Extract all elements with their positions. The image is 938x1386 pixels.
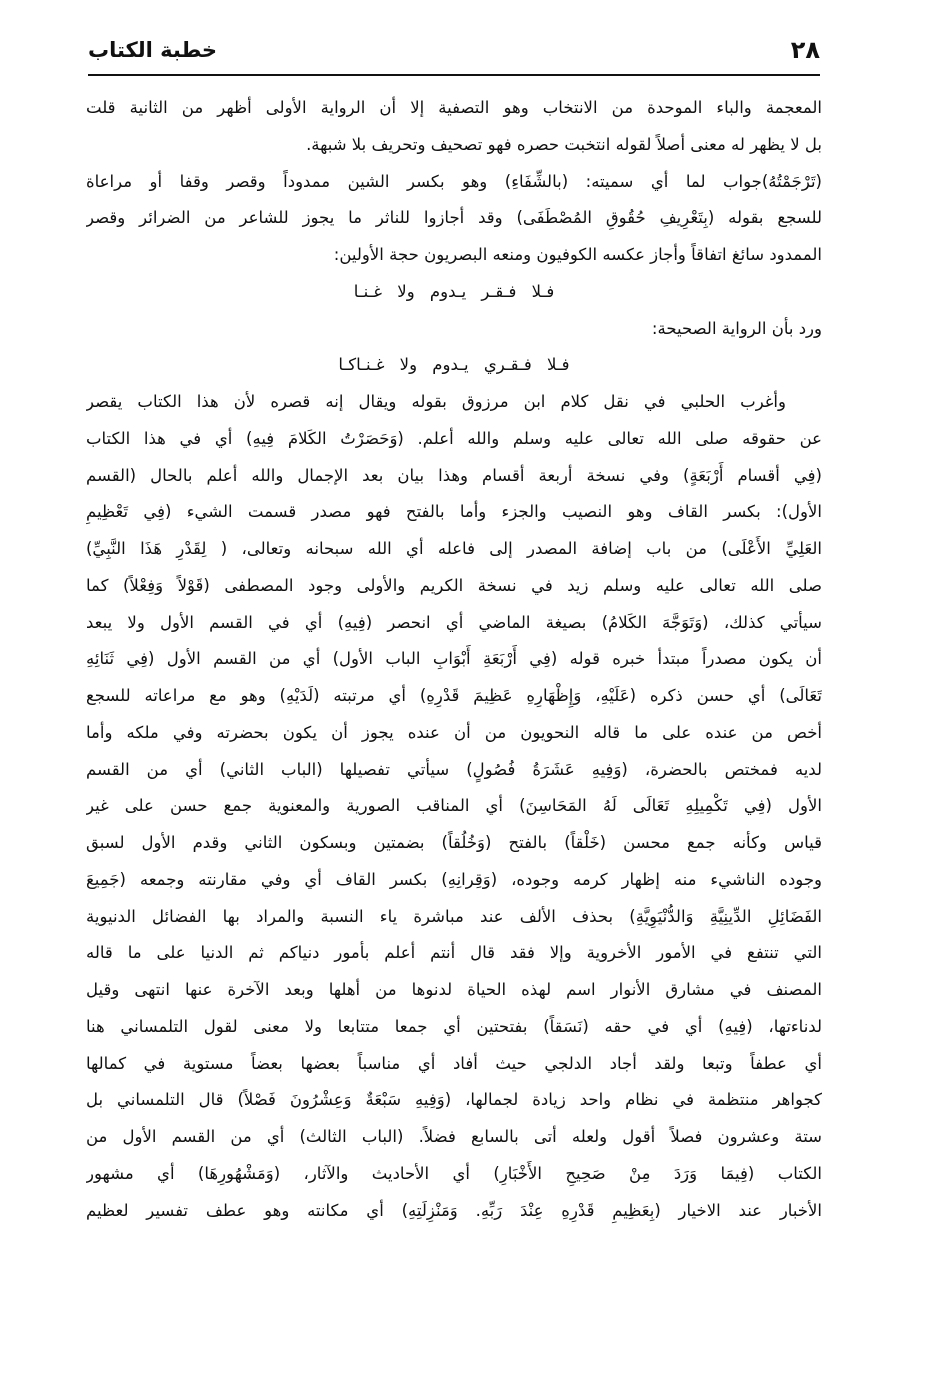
text-line: الأخبار عند الاخيار (بِعَظِيمِ قَدْرِهِ عِنْدَ رَبِّهِ. وَمَنْزِلَتِهِ) أي مكانته وهو عطف تفسير لعظيم <box>86 1200 822 1220</box>
text-line: قياس وكأنه جمع محسن (خَلْقاً) بالفتح (وَخُلُقاً) بضمتين وبسكون الثاني وقدم الأول لسبق <box>86 833 822 852</box>
text-line: عن حقوقه صلى الله تعالى عليه وسلم والله أعلم. (وَحَصَرْتُ الكَلامَ فِيهِ) أي في هذا الكتاب <box>86 428 822 448</box>
text-line: سيأتي كذلك، (وَتَوَجَّهَ الكَلامُ) بصيغة الماضي أي انحصر (فِيهِ) أي في القسم الأول ولا يبعد <box>86 612 822 632</box>
text-line: التي تنتفع في الأمور الأخروية وإلا فقد قال أنتم أعلم بأمور دنياكم ثم الدنيا على ما قاله <box>86 943 822 963</box>
text-line: الأول): بكسر القاف وهو النصيب والجزء وأما بالفتح فهو مصدر قسمت الشيء (فِي تَعْظِيمِ <box>86 502 822 522</box>
text-line: بل لا يظهر له معنى أصلاً لقوله انتخبت حصره فهو تصحيف وتحريف بلا شبهة. <box>306 134 822 154</box>
text-line: ستة وعشرون فصلاً أقول ولعله أتى بالسابع فضلاً. (الباب الثالث) أي من القسم الأول من <box>86 1127 822 1146</box>
text-line: (تَرْجَمْتُهُ)جواب لما أي سميته: (بالشِّفَاءِ) وهو بكسر الشين ممدوداً وقصر وقفا أو مراعاة <box>86 171 822 191</box>
page-number: ٢٨ <box>790 36 820 64</box>
text-line: الممدود سائغ اتفاقاً وأجاز عكسه الكوفيون ومنعه البصريون حجة الأولين: <box>333 245 822 264</box>
text-line: أخص من عنده على ما قاله النحويون من أن عنده يجوز أن يكون بحضرته وفي ملكه وأما <box>86 722 822 742</box>
text-line: الفَضَائِلِ الدِّينِيَّةِ وَالدُّنْيَوِيَّةِ) بحذف الألف عند مباشرة ياء النسبة والمراد بها الفضائل الدنيوية <box>86 906 822 926</box>
text-line: صلى الله تعالى عليه وسلم زيد في نسخة الكريم والأولى وجود المصطفى (قَوْلاً وَفِعْلاً) كما <box>86 575 822 595</box>
text-line: لديه فمختص بالحضرة، (وَفِيهِ عَشَرَةُ فُصُولٍ) سيأتي تفصيلها (الباب الثاني) أي من القسم <box>86 759 822 779</box>
text-line: وأغرب الحلبي في نقل كلام ابن مرزوق بقوله ويقال إنه قصره لأن هذا الكتاب يقصر <box>86 392 786 411</box>
body-text <box>86 90 822 1380</box>
text-line: وجوده الناشيء منه إظهار كرمه وجوده، (وَقِرانِهِ) بكسر القاف أي وفي مقارنته وجمعه (جَمِيعَ <box>86 869 822 889</box>
text-line: المصنف في مشارق الأنوار اسم لهذه الحياة لدنوها من أهلها وبعد الآخرة عنها انتهى وقيل <box>86 980 822 999</box>
text-line: تَعَالَى) أي حسن ذكره (عَلَيْهِ، وَإِظْهَارِهِ عَظِيمَ قَدْرِهِ) أي مرتبته (لَدَيْهِ) وهو مع مراعاته للسجع <box>86 686 822 705</box>
text-line: الكتاب (فِيمَا وَرَدَ مِنْ صَحِيحِ الأَخْبَارِ) أي الأحاديث والآثار، (وَمَشْهُورِهَا) أي مشهور <box>86 1163 822 1183</box>
text-line: المعجمة والباء الموحدة من الانتخاب وهو التصفية إلا أن الرواية الأولى أظهر من الثانية قلت <box>86 98 822 117</box>
page-header <box>88 34 820 76</box>
text-line: أن يكون مصدراً مبتدأ خبره قوله (فِي أَرْبَعَةِ أَبْوَابِ الباب الأول) أي من القسم الأول (فِي ثَنَائِهِ <box>86 649 822 669</box>
text-line: العَلِيِّ الأَعْلَى) من باب إضافة المصدر إلى فاعله أي الله سبحانه وتعالى، ( لِقَدْرِ هَذَا النَّبِيِّ) <box>86 539 822 558</box>
running-head: خطبة الكتاب <box>88 38 218 62</box>
text-line: للسجع بقوله (بِتَعْرِيفِ حُقُوقِ المُصْطَفَى) وقد أجازوا للناثر ما يجوز للشاعر من الضرائر وقصر <box>86 208 822 228</box>
text-line: (فِي أقسام أَرْبَعَةٍ) وفي نسخة أربعة أقسام وهذا بيان بعد الإجمال والله أعلم بالحال (القسم <box>86 465 822 485</box>
text-line: الأول (فِي تَكْمِيلِهِ تَعَالَى لَهُ المَحَاسِنَ) أي المناقب الصورية والمعنوية جمع حسن على غير <box>86 796 822 816</box>
text-line: أي عطفاً وتبعا ولقد أجاد الدلجي حيث أفاد أي مناسباً بعضها بعضاً مستوية في كمالها <box>86 1053 822 1073</box>
poetry-verse: فـلا فـقـر يـدوم ولا غـنـا <box>353 281 555 301</box>
text-line: لدناءتها، (فِيهِ) أي في حقه (نَسَقاً) بفتحتين أي جمعا متتابعا ولا معنى لقول التلمساني هنا <box>86 1016 822 1036</box>
poetry-verse: فـلا فـقـري يـدوم ولا غـنـاكـا <box>338 355 570 375</box>
text-line: كجواهر منتظمة في نظام واحد زيادة لجمالها، (وَفِيهِ سَبْعَةٌ وَعِشْرُونَ فَصْلاً) قال التلمساني بل <box>86 1090 822 1110</box>
text-line: ورد بأن الرواية الصحيحة: <box>651 318 822 338</box>
